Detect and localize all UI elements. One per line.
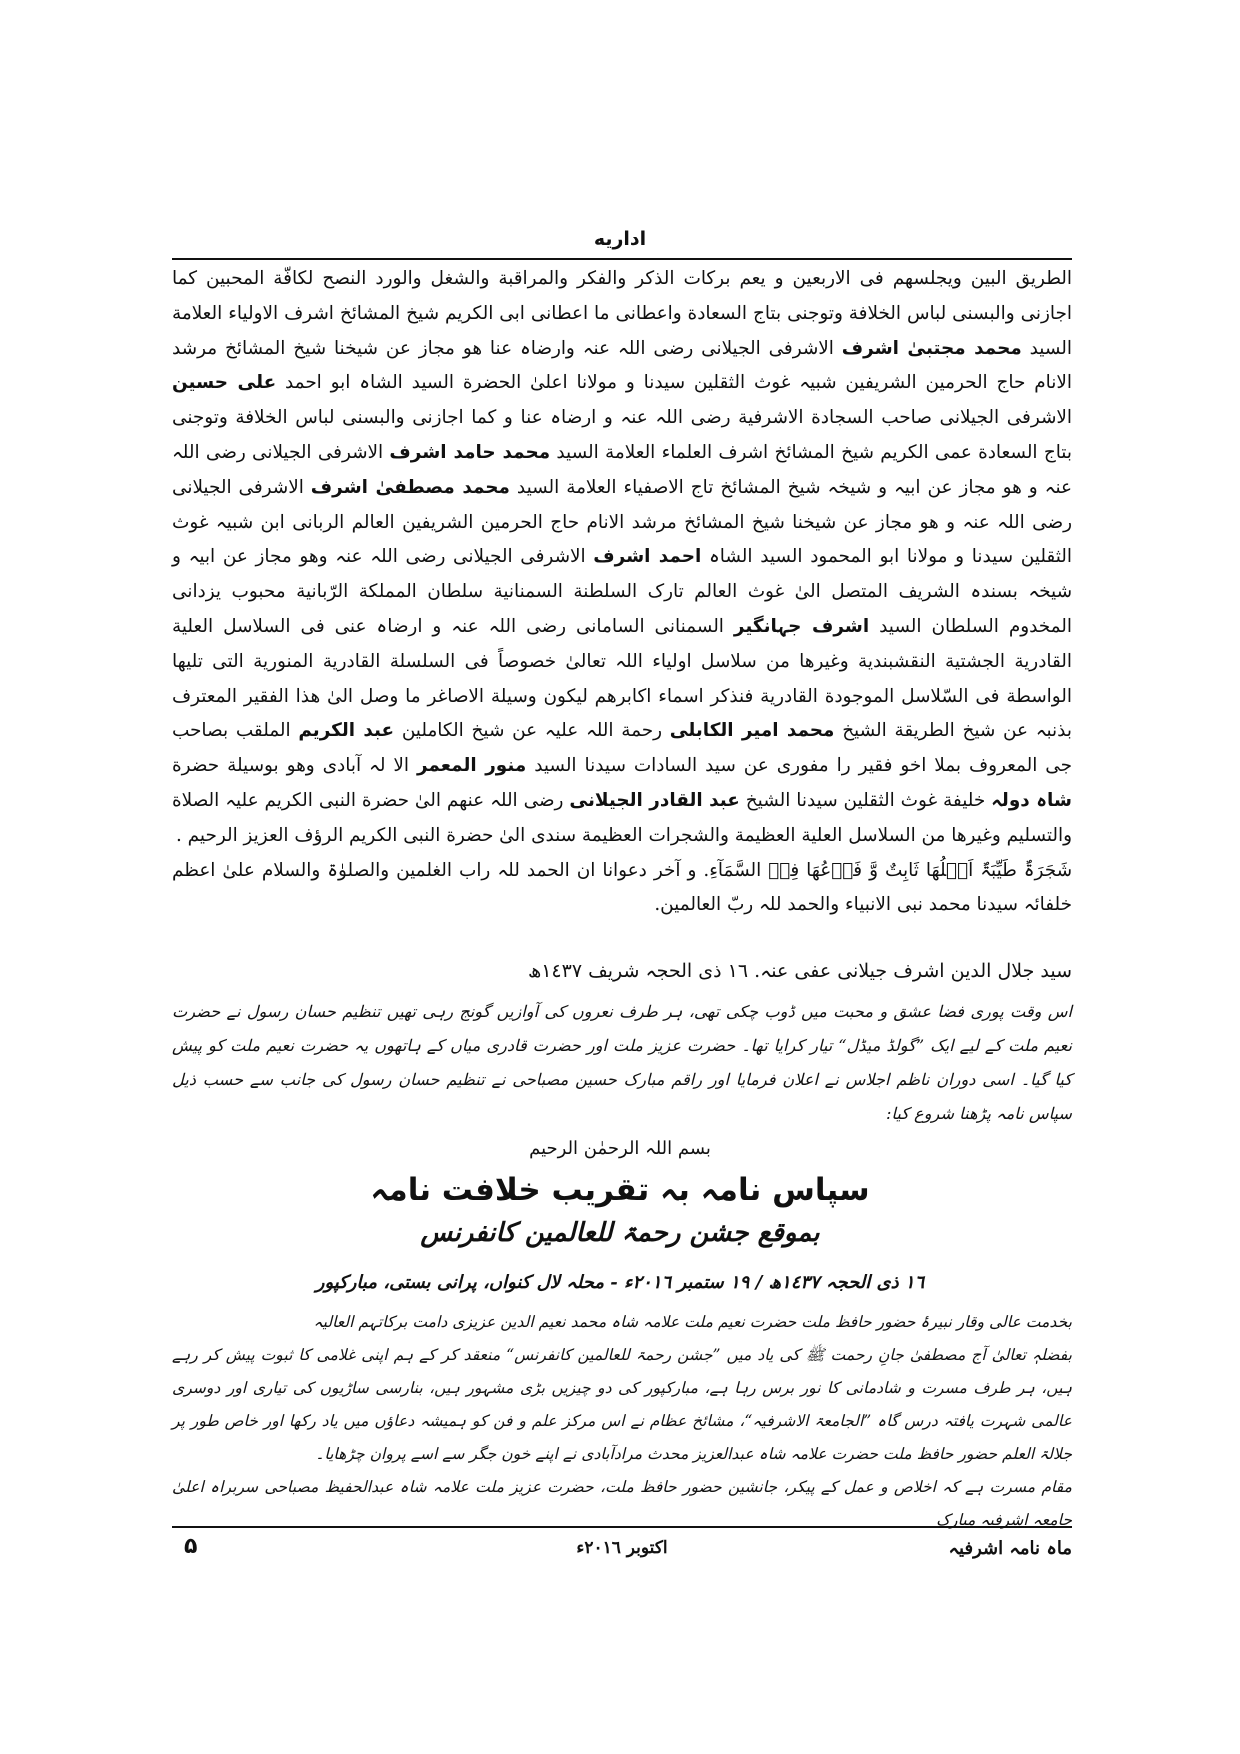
intro-paragraph: اس وقت پوری فضا عشق و محبت میں ڈوب چکی تھی، ہر طرف نعروں کی آوازیں گونج رہی تھیں تنظیم حسان رسول نے حضرت نعیم ملت کے لیے ایک ”گولڈ میڈل“ تیار کرایا تھا۔ حضرت عزیز ملت اور حضرت قادری میاں کے ہاتھوں یہ حضرت نعیم ملت کو پیش کیا گیا۔ اسی دوران ناظم اجلاس نے اعلان فرمایا اور راقم مبارک حسین مصباحی نے تنظیم حسان رسول کی جانب سے حسب ذیل سپاس نامہ پڑھنا شروع کیا:	[172, 1002, 1072, 1123]
header-divider	[172, 258, 1072, 260]
text-run: الاشرفی الجیلانی رضی اللہ عنہ و ھو مجاز عن ابیہ و شیخہ شیخ المشائخ تاج الاصفیاء العلامة السید	[172, 441, 1072, 498]
name-highlight: محمد مصطفیٰ اشرف	[310, 476, 510, 498]
text-run: الا لہ آبادی وھو بوسیلة حضرة	[172, 755, 409, 777]
text-run: السمنانی السامانی رضی اللہ عنہ و ارضاہ عنی فی السلاسل العلیة القادریة الجشتیة النقشبندیة وغیرھا من سلاسل اولیاء اللہ تعالیٰ خصوصاً فی السلسلة القادریة المنوریة التی تلیھا الواسطة فی السّلاسل الموجودة القادریة فنذکر اسماء اکابرھم لیکون وسیلة الاصاغر ما وصل الیٰ ھذا الفقیر المعترف بذنبہ عن شیخ الطریقة الشیخ	[172, 615, 1072, 742]
text-run: الملقب بصاحب جی المعروف بملا اخو فقیر را مفوری عن سید السادات سیدنا السید	[172, 720, 1072, 777]
text-run: الاشرفی الجیلانی رضی اللہ عنہ وھو مجاز عن ابیہ و شیخہ بسندہ الشریف المتصل الیٰ غوث العالم تارک السلطنة السمنانیة سلطان المملکة الرّبانیة محبوب یزدانی المخدوم السلطان السید	[172, 546, 1072, 637]
text-run: خلیفة غوث الثقلین سیدنا الشیخ	[745, 789, 986, 811]
issue-month: اکتوبر ٢٠١٦ء	[576, 1538, 668, 1558]
sipas-nama-body	[172, 1306, 1072, 1537]
bismillah: بسم اللہ الرحمٰن الرحیم	[529, 1138, 711, 1159]
arabic-ijazah-text	[172, 262, 1072, 923]
name-highlight: علی حسین	[172, 372, 277, 394]
name-highlight: عبد القادر الجیلانی	[569, 789, 740, 811]
text-run: الاشرفی الجیلانی رضی اللہ عنہ وارضاہ عنا ھو مجاز عن شیخنا شیخ المشائخ مرشد الانام حاج الحرمین الشریفین شبیہ غوث الثقلین سیدنا و مولانا اعلیٰ الحضرة السید الشاہ ابو احمد	[172, 337, 1072, 394]
date-location-line: ١٦ ذی الحجہ ١٤٣٧ھ / ١٩ ستمبر ٢٠١٦ء - محلہ لال کنواں، پرانی بستی، مبارکپور	[315, 1272, 925, 1293]
text-run: الاشرفی الجیلانی رضی اللہ عنہ و ھو مجاز عن شیخنا شیخ المشائخ مرشد الانام حاج الحرمین الشریفین العالم الربانی ابن شبیہ غوث الثقلین سیدنا و مولانا ابو المحمود السید الشاہ	[172, 476, 1072, 568]
salutation: بخدمت عالی وقار نبیرۂ حضور حافظ ملت حضرت نعیم ملت علامہ شاہ محمد نعیم الدین عزیزی دامت برکاتہم العالیہ	[313, 1313, 1072, 1331]
text-run: رضی اللہ عنھم الیٰ حضرة النبی الکریم علیہ الصلاة والتسلیم وغیرھا من السلاسل العلیة العظیمة والشجرات العظیمة سندی الیٰ حضرة النبی الکریم الرؤف العزیز الرحیم .	[172, 789, 1072, 846]
name-highlight: محمد حامد اشرف	[389, 441, 551, 463]
name-highlight: محمد مجتبیٰ اشرف	[841, 337, 1022, 359]
magazine-name: ماہ نامہ اشرفیہ	[948, 1538, 1072, 1559]
name-highlight: محمد امیر الکابلی	[669, 720, 835, 742]
text-run: رحمة اللہ علیہ عن شیخ الکاملین	[401, 720, 663, 742]
name-highlight: منور المعمر	[416, 755, 527, 777]
signature-line: سید جلال الدین اشرف جیلانی عفی عنہ. ١٦ ذی الحجہ شریف ١٤٣٧ھ	[527, 960, 1072, 982]
sub-heading: بموقع جشن رحمۃ للعالمین کانفرنس	[420, 1218, 820, 1248]
name-highlight: عبد الکریم	[298, 720, 395, 742]
body-paragraph: مقام مسرت ہے کہ اخلاص و عمل کے پیکر، جانشین حضور حافظ ملت، حضرت عزیز ملت علامہ شاہ عبدالحفیظ مصباحی سربراہ اعلیٰ جامعہ اشرفیہ مبارک	[172, 1478, 1072, 1529]
main-heading: سپاس نامہ بہ تقریب خلافت نامہ	[370, 1172, 870, 1208]
arabic-paragraph	[172, 262, 1072, 854]
name-highlight: احمد اشرف	[593, 546, 702, 568]
page-footer	[172, 1534, 1072, 1570]
text-run: الاشرفی الجیلانی صاحب السجادة الاشرفیة رضی اللہ عنہ و ارضاہ عنا و کما اجازنی والبسنی لباس الخلافة وتوجنی بتاج السعادة عمی الکریم شیخ المشائخ اشرف العلماء العلامة السید	[172, 407, 1072, 463]
page-number: ۵	[184, 1534, 198, 1559]
text-run: الطریق البین ویجلسھم فی الاربعین و یعم برکات الذکر والفکر والمراقبة والشغل والورد النصح لکافّة المحبین کما اجازنی والبسنی لباس الخلافة وتوجنی بتاج السعادة واعطانی ما اعطانی ابی الکریم شیخ المشائخ اشرف الاولیاء العلامة السید	[172, 268, 1072, 359]
name-highlight: شاہ دولہ	[991, 789, 1072, 811]
page-title: اداریه	[593, 228, 647, 250]
closing-dua: شَجَرَۃٌ طَیِّبَۃٌ اَصۡلُھَا ثَابِتٌ وَّ فَرۡعُھَا فِیۡ السَّمَآءِ. و آخر دعوانا ان الحمد للہ راب الغلمین والصلوٰۃ والسلام علیٰ اعظم خلفائہ سیدنا محمد نبی الانبیاء والحمد للہ ربّ العالمین.	[172, 859, 1072, 916]
name-highlight: اشرف جہانگیر	[733, 615, 870, 637]
footer-divider	[172, 1526, 1072, 1528]
body-paragraph: بفضلہٖ تعالیٰ آج مصطفیٰ جانِ رحمت ﷺ کی یاد میں ”جشن رحمۃ للعالمین کانفرنس“ منعقد کر کے ہم اپنی غلامی کا ثبوت پیش کر رہے ہیں، ہر طرف مسرت و شادمانی کا نور برس رہا ہے، مبارکپور کی دو چیزیں بڑی مشہور ہیں، بنارسی ساڑیوں کی تیاری اور دوسری عالمی شہرت یافتہ درس گاہ ”الجامعۃ الاشرفیہ“، مشائخ عظام نے اس مرکز علم و فن کو ہمیشہ دعاؤں میں یاد رکھا اور خاص طور پر جلالۃ العلم حضور حافظ ملت حضرت علامہ شاہ عبدالعزیز محدث مرادآبادی نے اپنے خون جگر سے اسے پروان چڑھایا۔	[172, 1346, 1072, 1463]
